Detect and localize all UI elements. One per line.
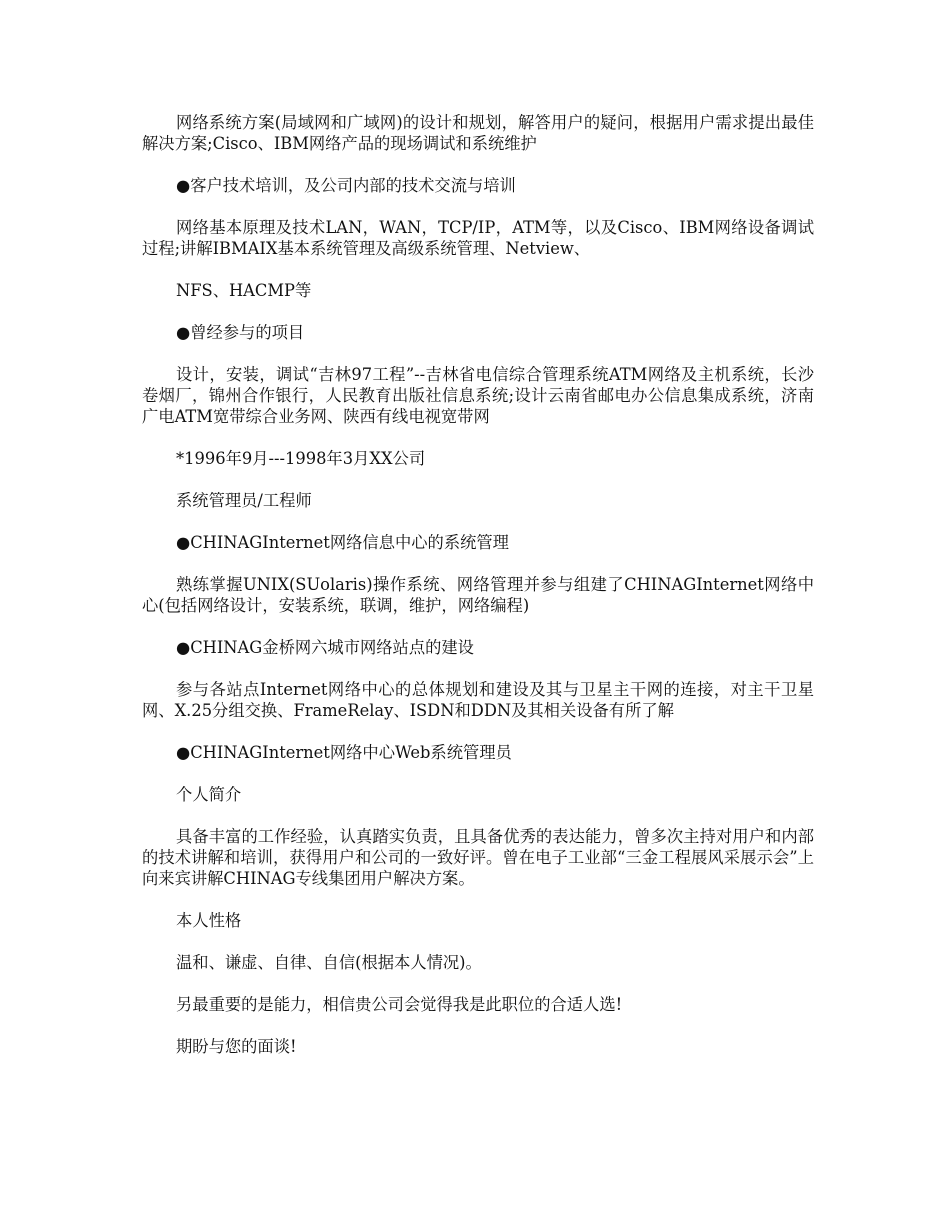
paragraph-personality-heading: 本人性格	[176, 911, 242, 930]
paragraph-training-detail-cont: NFS、HACMP等	[176, 281, 312, 300]
paragraph-training-heading: ●客户技术培训，及公司内部的技术交流与培训	[176, 176, 516, 195]
paragraph-sysadmin-heading: ●CHINAGInternet网络信息中心的系统管理	[176, 533, 509, 552]
document-page	[142, 112, 814, 1078]
paragraph-profile-detail: 具备丰富的工作经验，认真踏实负责，且具备优秀的表达能力，曾多次主持对用户和内部的技术讲解和培训，获得用户和公司的一致好评。曾在电子工业部“三金工程展风采展示会”上向来宾讲解CHINAG专线集团用户解决方案。	[142, 827, 814, 888]
paragraph-projects-detail: 设计，安装，调试“吉林97工程”--吉林省电信综合管理系统ATM网络及主机系统，长沙卷烟厂，锦州合作银行，人民教育出版社信息系统;设计云南省邮电办公信息集成系统，济南广电ATM宽带综合业务网、陕西有线电视宽带网	[142, 365, 814, 426]
paragraph-sysadmin-detail: 熟练掌握UNIX(SUolaris)操作系统、网络管理并参与组建了CHINAGInternet网络中心(包括网络设计，安装系统，联调，维护，网络编程)	[142, 575, 814, 615]
paragraph-closing-wish: 期盼与您的面谈!	[176, 1037, 297, 1056]
paragraph-job-title: 系统管理员/工程师	[176, 491, 312, 510]
paragraph-employment-period: *1996年9月---1998年3月XX公司	[176, 449, 426, 468]
paragraph-closing-statement: 另最重要的是能力，相信贵公司会觉得我是此职位的合适人选!	[176, 995, 623, 1014]
paragraph-site-build-detail: 参与各站点Internet网络中心的总体规划和建设及其与卫星主干网的连接，对主干卫星网、X.25分组交换、FrameRelay、ISDN和DDN及其相关设备有所了解	[142, 680, 814, 720]
paragraph-projects-heading: ●曾经参与的项目	[176, 323, 305, 342]
paragraph-web-admin-heading: ●CHINAGInternet网络中心Web系统管理员	[176, 743, 512, 762]
paragraph-profile-heading: 个人简介	[176, 785, 242, 804]
paragraph-personality-detail: 温和、谦虚、自律、自信(根据本人情况)。	[176, 953, 482, 972]
paragraph-site-build-heading: ●CHINAG金桥网六城市网络站点的建设	[176, 638, 474, 657]
paragraph-training-detail: 网络基本原理及技术LAN，WAN，TCP/IP，ATM等，以及Cisco、IBM网络设备调试过程;讲解IBMAIX基本系统管理及高级系统管理、Netview、	[142, 218, 814, 258]
paragraph-network-design: 网络系统方案(局域网和广域网)的设计和规划，解答用户的疑问，根据用户需求提出最佳解决方案;Cisco、IBM网络产品的现场调试和系统维护	[142, 113, 814, 153]
